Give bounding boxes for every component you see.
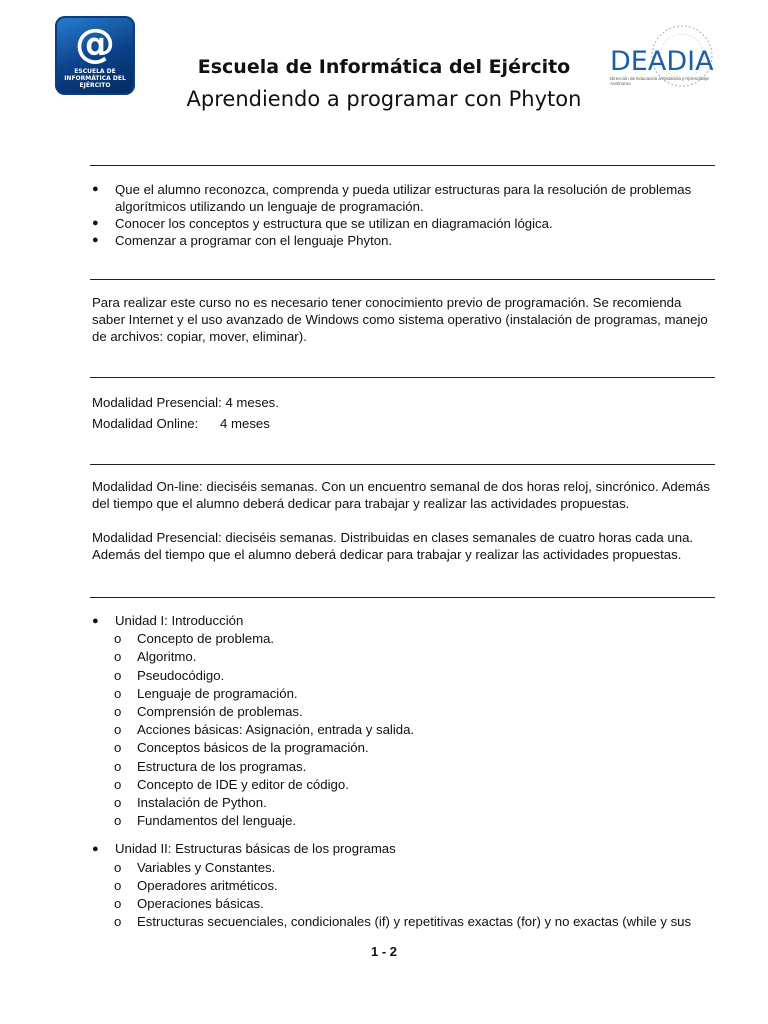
duration-section (92, 392, 712, 434)
deadia-logo-name: DEADIA (610, 46, 714, 77)
unit-subitem: o Estructuras secuenciales, condicionales (if) y repetitivas exactas (for) y no exactas (while y sus (92, 913, 712, 931)
circle-bullet-icon: o (114, 722, 122, 738)
bullet-icon: ● (92, 615, 99, 627)
deadia-logo (600, 18, 720, 90)
unit-subitem: o Algoritmo. (92, 648, 712, 666)
circle-bullet-icon: o (114, 667, 122, 683)
circle-bullet-icon: o (114, 740, 122, 756)
duration-presencial: Modalidad Presencial: 4 meses. (92, 395, 279, 410)
circle-bullet-icon: o (114, 704, 122, 720)
unit-subitem: o Concepto de IDE y editor de código. (92, 776, 712, 794)
unit-subitem: o Fundamentos del lenguaje. (92, 812, 712, 830)
circle-bullet-icon: o (114, 758, 122, 774)
section-divider (90, 279, 715, 280)
circle-bullet-icon: o (114, 877, 122, 893)
circle-bullet-icon: o (114, 859, 122, 875)
schedule-presencial: Modalidad Presencial: dieciséis semanas. Distribuidas en clases semanales de cuatro horas cada una. Además del tiempo que el alumno deberá dedicar para trabajar y realizar las actividades propuestas. (92, 530, 694, 562)
unit-subitem: o Operadores aritméticos. (92, 877, 712, 895)
deadia-logo-subtitle: Dirección de Educación a Distancia y Aprendizaje Autónomo (610, 76, 710, 86)
unit-subitem: o Variables y Constantes. (92, 859, 712, 877)
at-sign-icon: @ (75, 21, 115, 67)
unit-title: Unidad I: Introducción (115, 613, 244, 628)
list-item: ● Conocer los conceptos y estructura que se utilizan en diagramación lógica. (92, 216, 553, 231)
page-title: Escuela de Informática del Ejército (197, 56, 571, 78)
schedule-online: Modalidad On-line: dieciséis semanas. Con un encuentro semanal de dos horas reloj, sincrónico. Además del tiempo que el alumno deberá dedicar para trabajar y realizar las actividades propuestas. (92, 479, 710, 511)
circle-bullet-icon: o (114, 813, 122, 829)
prerequisites-text: Para realizar este curso no es necesario tener conocimiento previo de programación. Se recomienda saber Internet y el uso avanzado de Windows como sistema operativo (instalación de programas, manejo de archivos: copiar, mover, eliminar). (92, 295, 708, 344)
page-number: 1 - 2 (370, 944, 397, 959)
prerequisites-section (92, 294, 712, 345)
unit-subitem: o Acciones básicas: Asignación, entrada y salida. (92, 721, 712, 739)
list-item: ● Que el alumno reconozca, comprenda y pueda utilizar estructuras para la resolución de problemas algorítmicos utilizando un lenguaje de programación. (92, 182, 692, 214)
unit-subitem: o Concepto de problema. (92, 630, 712, 648)
circle-bullet-icon: o (114, 914, 122, 930)
unit-subitem: o Estructura de los programas. (92, 758, 712, 776)
circle-bullet-icon: o (114, 649, 122, 665)
unit-subitem: o Conceptos básicos de la programación. (92, 739, 712, 757)
school-logo-text: ESCUELA DE INFORMÁTICA DEL EJÉRCITO (64, 68, 126, 89)
duration-online: Modalidad Online: 4 meses (92, 416, 270, 431)
schedule-section (92, 478, 712, 563)
bullet-icon: ● (92, 217, 99, 229)
circle-bullet-icon: o (114, 795, 122, 811)
unit-item (92, 840, 712, 858)
section-divider (90, 165, 715, 166)
bullet-icon: ● (92, 183, 99, 195)
list-item: ● Comenzar a programar con el lenguaje Phyton. (92, 233, 393, 248)
section-divider (90, 377, 715, 378)
unit-subitem: o Operaciones básicas. (92, 895, 712, 913)
unit-item (92, 612, 712, 630)
circle-bullet-icon: o (114, 685, 122, 701)
circle-bullet-icon: o (114, 896, 122, 912)
bullet-icon: ● (92, 843, 99, 856)
unit-subitem: o Comprensión de problemas. (92, 703, 712, 721)
circle-bullet-icon: o (114, 776, 122, 792)
unit-subitem: o Pseudocódigo. (92, 667, 712, 685)
units-section (92, 612, 712, 931)
unit-subitem: o Lenguaje de programación. (92, 685, 712, 703)
section-divider (90, 597, 715, 598)
bullet-icon: ● (92, 234, 99, 246)
circle-bullet-icon: o (114, 631, 122, 647)
unit-subitem: o Instalación de Python. (92, 794, 712, 812)
section-divider (90, 464, 715, 465)
page-subtitle: Aprendiendo a programar con Phyton (186, 87, 582, 111)
objectives-section (92, 181, 712, 249)
unit-title: Unidad II: Estructuras básicas de los programas (115, 841, 396, 857)
